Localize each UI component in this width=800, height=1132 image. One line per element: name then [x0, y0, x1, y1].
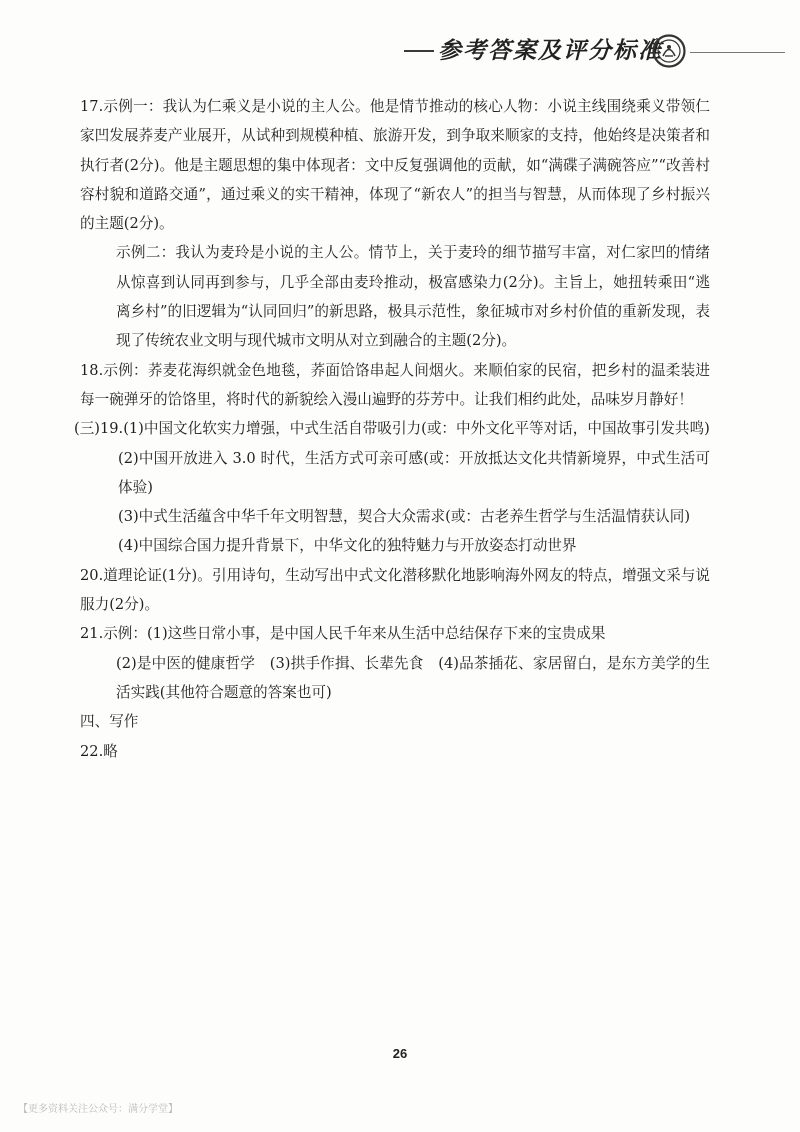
answer-17-example-2: 示例二：我认为麦玲是小说的主人公。情节上，关于麦玲的细节描写丰富，对仁家凹的情绪从惊喜到认同再到参与，几乎全部由麦玲推动，极富感染力(2分)。主旨上，她扭转乘田“逃离乡村”的旧逻辑为“认同回归”的新思路，极具示范性，象征城市对乡村价值的重新发现，表现了传统农业文明与现代城市文明从对立到融合的主题(2分)。	[116, 244, 710, 350]
section-4-heading: 四、写作	[80, 713, 139, 731]
answer-21-part-1: 21.示例：(1)这些日常小事，是中国人民千年来从生活中总结保存下来的宝贵成果	[80, 625, 606, 643]
answer-19-part-1: (三)19.(1)中国文化软实力增强，中式生活自带吸引力(或：中外文化平等对话，中国故事引发共鸣)	[74, 420, 710, 438]
header-right-rule	[690, 52, 785, 53]
answer-21-part-2: (2)是中医的健康哲学 (3)拱手作揖、长辈先食 (4)品茶插花、家居留白，是东方美学的生活实践(其他符合题意的答案也可)	[116, 654, 710, 701]
answer-22: 22.略	[80, 742, 118, 760]
header-left-rule	[404, 50, 434, 52]
watermark-text: 【更多资料关注公众号：满分学堂】	[18, 1104, 178, 1115]
header-title: 参考答案及评分标准	[438, 37, 663, 64]
answer-19-part-4: (4)中国综合国力提升背景下，中华文化的独特魅力与开放姿态打动世界	[118, 537, 577, 555]
answer-20: 20.道理论证(1分)。引用诗句，生动写出中式文化潜移默化地影响海外网友的特点，增强文采与说服力(2分)。	[80, 566, 710, 614]
answer-19-part-3: (3)中式生活蕴含中华千年文明智慧，契合大众需求(或：古老养生哲学与生活温情获认同)	[118, 508, 691, 526]
answer-content	[74, 92, 710, 766]
answer-17-example-1: 17.示例一：我认为仁乘义是小说的主人公。他是情节推动的核心人物：小说主线围绕乘义带领仁家凹发展荞麦产业展开，从试种到规模种植、旅游开发，到争取来顺家的支持，他始终是决策者和执行者(2分)。他是主题思想的集中体现者：文中反复强调他的贡献，如“满碟子满碗答应”“改善村容村貌和道路交通”，通过乘义的实干精神，体现了“新农人”的担当与智慧，从而体现了乡村振兴的主题(2分)。	[80, 98, 710, 233]
answer-19-part-2: (2)中国开放进入 3.0 时代，生活方式可亲可感(或：开放抵达文化共情新境界，中式生活可体验)	[118, 449, 710, 496]
page-number: 26	[392, 1046, 408, 1061]
circular-emblem-icon	[652, 34, 686, 68]
page-header	[0, 0, 800, 90]
answer-18: 18.示例：荞麦花海织就金色地毯，荞面饸饹串起人间烟火。来顺伯家的民宿，把乡村的温柔装进每一碗弹牙的饸饹里，将时代的新貌绘入漫山遍野的芬芳中。让我们相约此处，品味岁月静好！	[80, 361, 710, 408]
